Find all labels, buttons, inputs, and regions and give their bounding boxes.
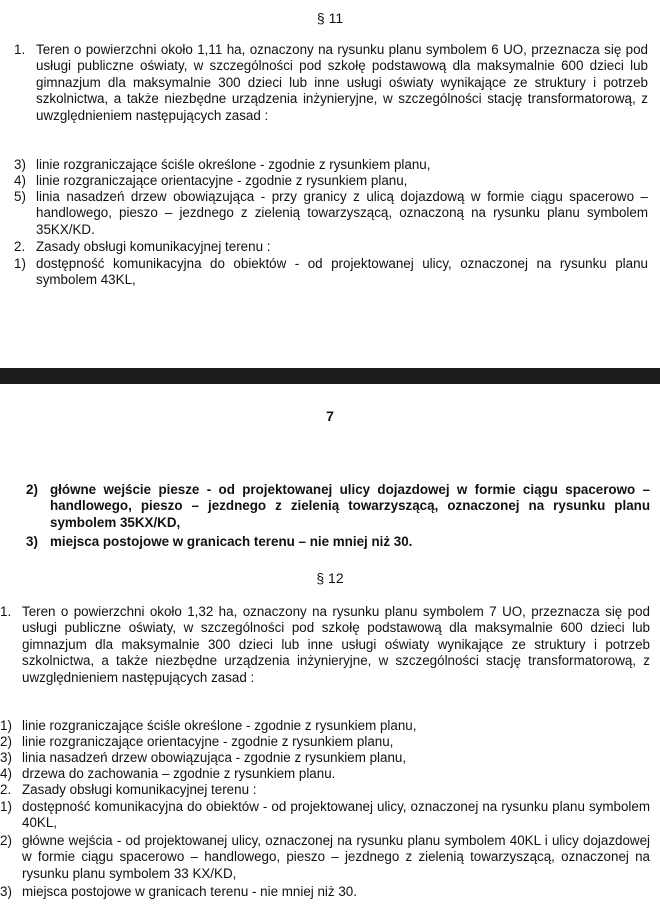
s12-access-2-num: 2): [0, 833, 12, 848]
s12-access-3-num: 3): [0, 884, 12, 899]
s12-item-1: [0, 604, 650, 686]
s11-rule-5-text: linia nasadzeń drzew obowiązująca - przy granicy z ulicą dojazdową w formie ciągu spacerowo – handlowego, pieszo – jezdnego z zielenią towarzyszącą, oznaczoną na rysunku planu symbolem 35KX/KD.: [36, 189, 648, 237]
s12-access-1: [0, 799, 650, 832]
cont-item-2: [26, 482, 650, 531]
s11-rule-3-num: 3): [14, 157, 26, 172]
s12-rule-2-num: 2): [0, 734, 12, 749]
s11-item-1-num: 1.: [14, 42, 26, 57]
s11-item-1: [14, 42, 648, 124]
cont-item-3: [26, 534, 650, 550]
s11-access-1-num: 1): [14, 256, 26, 271]
s12-rule-1-text: linie rozgraniczające ściśle określone - zgodnie z rysunkiem planu,: [22, 718, 417, 733]
s12-access-3: [0, 884, 650, 900]
s12-item-1-text: Teren o powierzchni około 1,32 ha, oznaczony na rysunku planu symbolem 7 UO, przeznacza się pod usługi publiczne oświaty, w szczególności pod szkołę podstawową dla maksymalnie 600 dzieci lub gimnazjum dla maksymalnie 300 dzieci lub inne usługi oświaty wynikające ze struktury i potrzeb szkolnictwa, a także niezbędne urządzenia inżynieryjne, w szczególności stację transformatorową, z uwzględnieniem następujących zasad :: [22, 604, 650, 685]
s11-rule-4: [14, 173, 648, 189]
cont-item-3-num: 3): [26, 534, 38, 549]
section-11-heading: § 11: [316, 10, 344, 26]
s12-rule-2-text: linie rozgraniczające orientacyjne - zgodnie z rysunkiem planu,: [22, 734, 394, 749]
s11-item-2: [14, 239, 648, 255]
page-lower: [0, 384, 660, 914]
s11-rule-5: [14, 189, 648, 238]
s12-access-2-text: główne wejścia - od projektowanej ulicy, oznaczonej na rysunku planu symbolem 40KL i ulicy dojazdowej w formie ciągu spacerowo – handlowego, pieszo – jezdnego z zielenią towarzyszącą, oznaczonej na rysunku planu symbolem 33 KX/KD,: [22, 833, 650, 881]
s12-rule-1-num: 1): [0, 718, 12, 733]
s11-item-2-num: 2.: [14, 239, 26, 254]
s12-item-2: [0, 782, 650, 798]
s11-access-1-text: dostępność komunikacyjna do obiektów - od projektowanej ulicy, oznaczonej na rysunku planu symbolem 43KL,: [36, 256, 648, 288]
s11-access-1: [14, 256, 648, 289]
page-number: 7: [326, 408, 334, 424]
s11-rule-3-text: linie rozgraniczające ściśle określone - zgodnie z rysunkiem planu,: [36, 157, 431, 172]
s12-rule-1: [0, 718, 650, 734]
s12-rule-4-num: 4): [0, 766, 12, 781]
s12-rule-2: [0, 734, 650, 750]
s12-item-2-num: 2.: [0, 782, 12, 797]
s11-rule-4-text: linie rozgraniczające orientacyjne - zgodnie z rysunkiem planu,: [36, 173, 408, 188]
section-12-heading: § 12: [316, 570, 344, 586]
page-upper: [0, 0, 660, 368]
s12-access-3-text: miejsca postojowe w granicach terenu - nie mniej niż 30.: [22, 884, 357, 899]
s11-item-1-text: Teren o powierzchni około 1,11 ha, oznaczony na rysunku planu symbolem 6 UO, przeznacza się pod usługi publiczne oświaty, w szczególności pod szkołę podstawową dla maksymalnie 600 dzieci lub gimnazjum dla maksymalnie 300 dzieci lub inne usługi oświaty wynikające ze struktury i potrzeb szkolnictwa, a także niezbędne urządzenia inżynieryjne, w szczególności stację transformatorową, z uwzględnieniem następujących zasad :: [36, 42, 648, 123]
cont-item-3-text: miejsca postojowe w granicach terenu – nie mniej niż 30.: [50, 534, 413, 549]
cont-item-2-text: główne wejście piesze - od projektowanej ulicy dojazdowej w formie ciągu spacerowo – handlowego, pieszo – jezdnego z zielenią towarzyszącą, oznaczonej na rysunku planu symbolem 35KX/KD,: [50, 482, 650, 530]
page-divider: [0, 368, 660, 384]
s12-rule-3-num: 3): [0, 750, 12, 765]
s11-rule-4-num: 4): [14, 173, 26, 188]
s12-access-1-text: dostępność komunikacyjna do obiektów - od projektowanej ulicy, oznaczonej na rysunku planu symbolem 40KL,: [22, 799, 650, 831]
s12-rule-3: [0, 750, 650, 766]
s12-rule-4: [0, 766, 650, 782]
s12-rule-3-text: linia nasadzeń drzew obowiązująca - zgodnie z rysunkiem planu,: [22, 750, 407, 765]
s11-rule-5-num: 5): [14, 189, 26, 204]
s12-item-2-text: Zasady obsługi komunikacyjnej terenu :: [22, 782, 257, 797]
s12-access-2: [0, 833, 650, 882]
s12-item-1-num: 1.: [0, 604, 12, 619]
s12-access-1-num: 1): [0, 799, 12, 814]
s11-rule-3: [14, 157, 648, 173]
s12-rule-4-text: drzewa do zachowania – zgodnie z rysunkiem planu.: [22, 766, 336, 781]
s11-item-2-text: Zasady obsługi komunikacyjnej terenu :: [36, 239, 271, 254]
cont-item-2-num: 2): [26, 482, 38, 497]
